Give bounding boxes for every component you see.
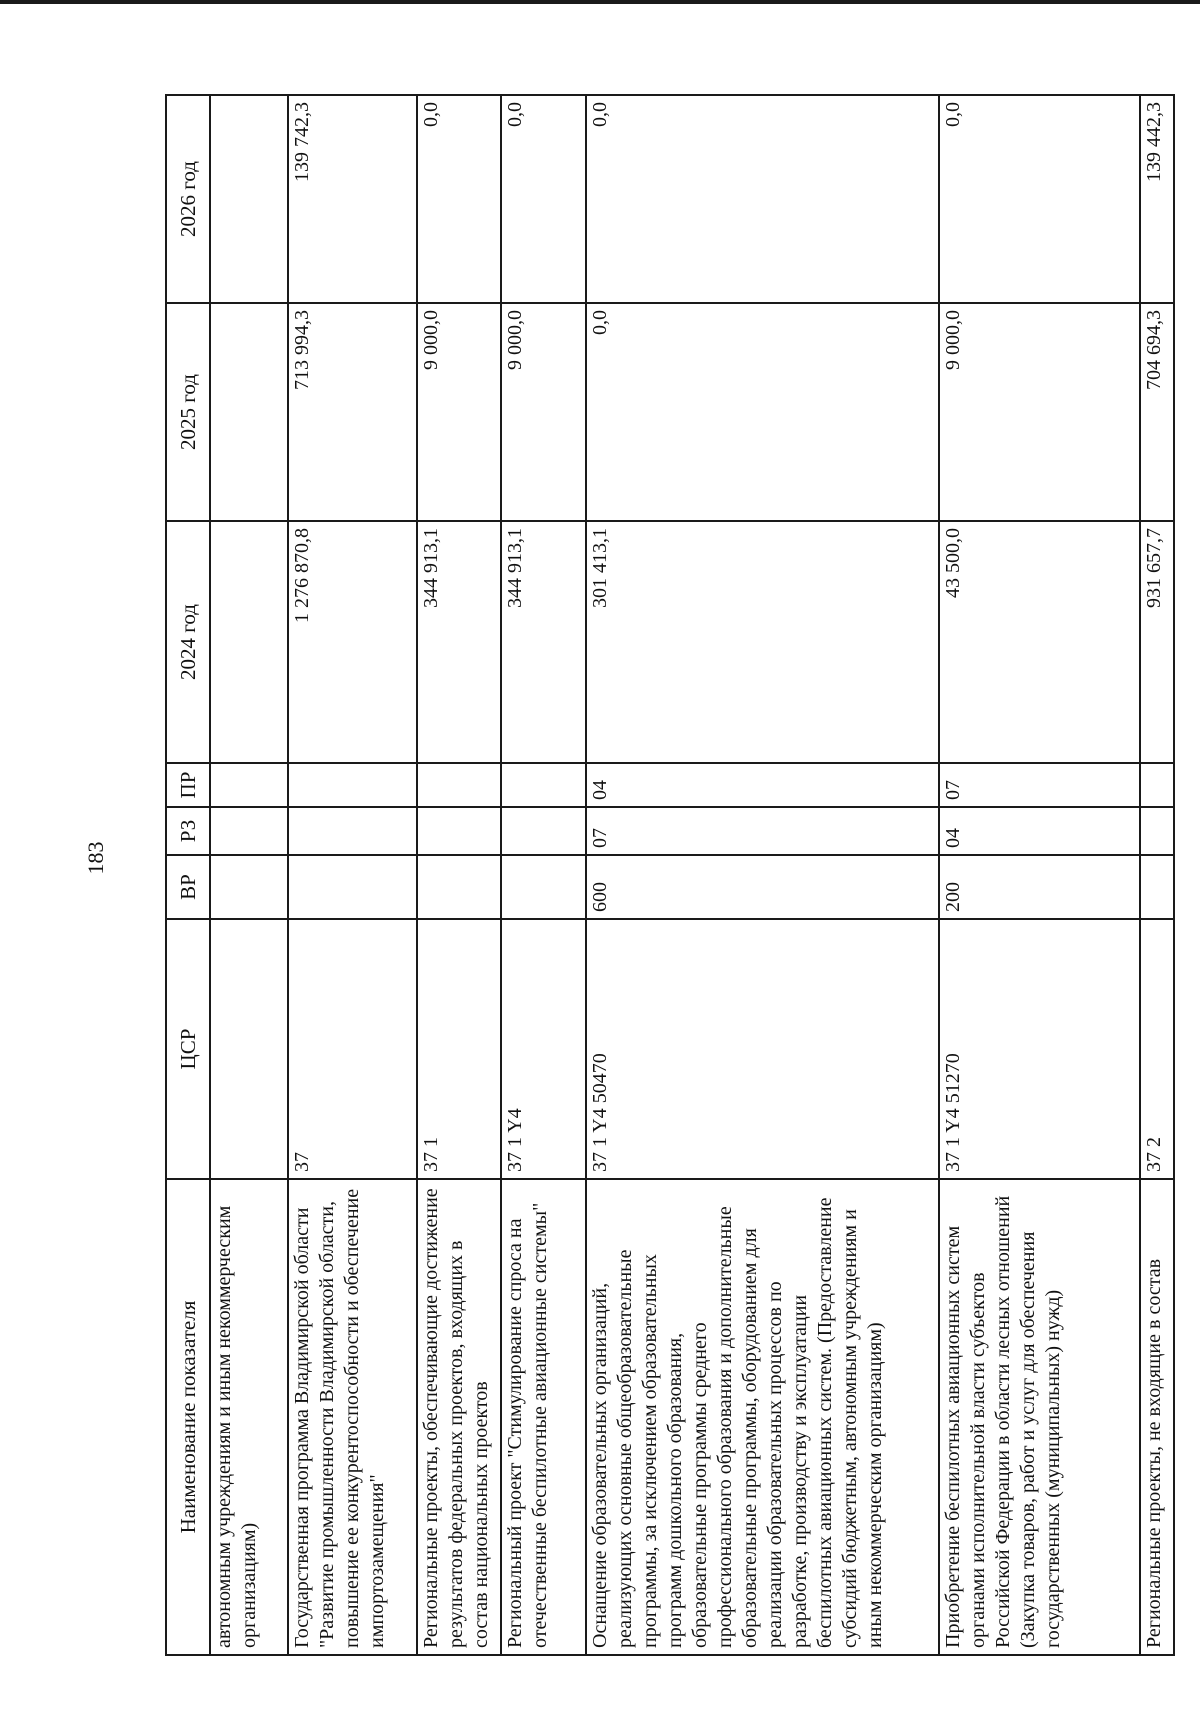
row-2026: 139 742,3 [288, 95, 417, 303]
row-name: Приобретение беспилотных авиационных систем органами исполнительной власти субъектов Российской Федерации в области лесных отношений (Закупка товаров, работ и услуг для обеспечения государственных (муниципальных) нужд) [939, 1179, 1140, 1655]
header-vr: ВР [166, 855, 210, 919]
row-2026: 0,0 [501, 95, 585, 303]
row-pr [288, 763, 417, 807]
row-2025: 9 000,0 [939, 303, 1140, 521]
row-pr [1140, 763, 1174, 807]
table-row [210, 95, 288, 1655]
row-name: Государственная программа Владимирской области "Развитие промышленности Владимирской области, повышение ее конкурентоспособности и обеспечение импортозамещения" [288, 1179, 417, 1655]
row-2024 [210, 521, 288, 763]
row-2025: 704 694,3 [1140, 303, 1174, 521]
row-rz [417, 807, 501, 855]
header-2024: 2024 год [166, 521, 210, 763]
header-2025: 2025 год [166, 303, 210, 521]
row-pr [501, 763, 585, 807]
row-csr [210, 919, 288, 1179]
row-2025: 9 000,0 [501, 303, 585, 521]
header-rz: РЗ [166, 807, 210, 855]
row-2026: 139 442,3 [1140, 95, 1174, 303]
table-row [501, 95, 585, 1655]
row-name: Региональный проект "Стимулирование спроса на отечественные беспилотные авиационные системы" [501, 1179, 585, 1655]
row-2026 [210, 95, 288, 303]
row-2025 [210, 303, 288, 521]
row-name: Региональные проекты, не входящие в состав [1140, 1179, 1174, 1655]
table-row [586, 95, 939, 1655]
row-2024: 344 913,1 [501, 521, 585, 763]
row-csr: 37 [288, 919, 417, 1179]
scan-edge [0, 0, 1200, 4]
row-csr: 37 2 [1140, 919, 1174, 1179]
row-rz [210, 807, 288, 855]
row-rz [288, 807, 417, 855]
row-rz [1140, 807, 1174, 855]
header-pr: ПР [166, 763, 210, 807]
row-vr: 200 [939, 855, 1140, 919]
table-header-row [166, 95, 210, 1655]
row-vr [210, 855, 288, 919]
budget-table [165, 94, 1175, 1656]
row-pr [210, 763, 288, 807]
row-csr: 37 1 Y4 51270 [939, 919, 1140, 1179]
row-2024: 301 413,1 [586, 521, 939, 763]
row-vr [417, 855, 501, 919]
row-rz: 04 [939, 807, 1140, 855]
row-rz: 07 [586, 807, 939, 855]
row-2024: 43 500,0 [939, 521, 1140, 763]
row-2024: 1 276 870,8 [288, 521, 417, 763]
row-pr: 04 [586, 763, 939, 807]
row-name: автономным учреждениям и иным некоммерческим организациям) [210, 1179, 288, 1655]
rotated-table-container [165, 96, 1175, 1656]
row-csr: 37 1 Y4 [501, 919, 585, 1179]
row-2026: 0,0 [586, 95, 939, 303]
row-csr: 37 1 [417, 919, 501, 1179]
row-pr: 07 [939, 763, 1140, 807]
row-name: Региональные проекты, обеспечивающие достижение результатов федеральных проектов, входящих в состав национальных проектов [417, 1179, 501, 1655]
row-vr [288, 855, 417, 919]
page-number: 183 [83, 841, 108, 875]
header-name: Наименование показателя [166, 1179, 210, 1655]
row-rz [501, 807, 585, 855]
row-2025: 713 994,3 [288, 303, 417, 521]
row-2025: 0,0 [586, 303, 939, 521]
table-row [939, 95, 1140, 1655]
header-2026: 2026 год [166, 95, 210, 303]
row-pr [417, 763, 501, 807]
row-2026: 0,0 [417, 95, 501, 303]
row-vr [1140, 855, 1174, 919]
table-row [288, 95, 417, 1655]
row-name: Оснащение образовательных организаций, реализующих основные общеобразовательные программы, за исключением образовательных программ дошкольного образования, образовательные программы среднего профессионального образования и дополнительные образовательные программы, оборудованием для реализации образовательных процессов по разработке, производству и эксплуатации беспилотных авиационных систем. (Предоставление субсидий бюджетным, автономным учреждениям и иным некоммерческим организациям) [586, 1179, 939, 1655]
row-2026: 0,0 [939, 95, 1140, 303]
row-2025: 9 000,0 [417, 303, 501, 521]
row-csr: 37 1 Y4 50470 [586, 919, 939, 1179]
row-vr: 600 [586, 855, 939, 919]
header-csr: ЦСР [166, 919, 210, 1179]
row-vr [501, 855, 585, 919]
table-row [417, 95, 501, 1655]
row-2024: 344 913,1 [417, 521, 501, 763]
table-row [1140, 95, 1174, 1655]
row-2024: 931 657,7 [1140, 521, 1174, 763]
